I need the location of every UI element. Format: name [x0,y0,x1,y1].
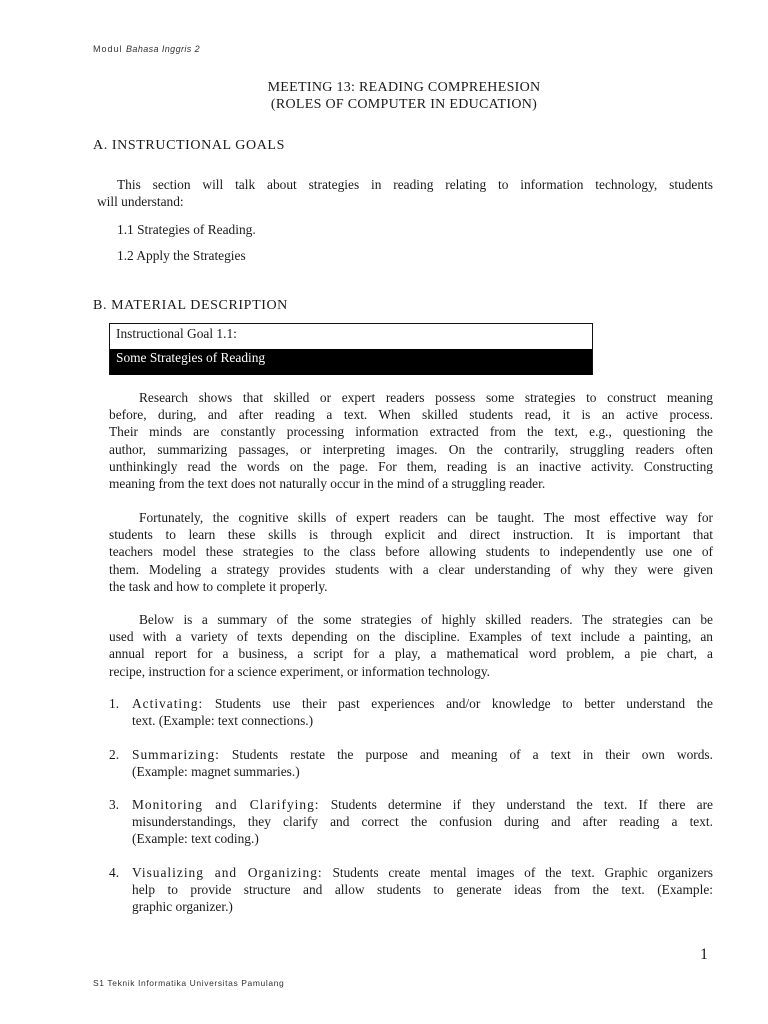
instructional-goal-box [109,323,593,375]
header-title: Bahasa Inggris 2 [126,44,200,54]
goal-box-title-bar [110,349,592,375]
running-header [93,44,200,54]
paragraph-line: unthinkingly read the words on the page. For them, reading is an inactive activity. Constructing [109,458,713,474]
strategy-line: Students use their past experiences and/or knowledge to better understand the [214,696,713,711]
strategy-number: 3. [109,797,120,812]
goal-box-title: Some Strategies of Reading [116,350,266,365]
strategy-line: Students determine if they understand the text. If there are [330,797,713,812]
paragraph-line: the task and how to complete it properly. [109,578,328,594]
intro-line: will understand: [97,194,184,209]
strategy-line: Students restate the purpose and meaning of a text in their own words. [231,747,713,762]
paragraph-line: annual report for a business, a script for a play, a mathematical word problem, a pie chart, a [109,646,713,662]
paragraph-line: students to learn these skills is through explicit and direct instruction. It is important that [109,527,713,543]
section-b-heading: B. MATERIAL DESCRIPTION [93,298,288,313]
goal-box-label: Instructional Goal 1.1: [116,326,237,341]
paragraph-line: recipe, instruction for a science experiment, or information technology. [109,663,490,679]
strategy-term: Summarizing: [132,747,220,762]
strategy-number: 4. [109,865,120,880]
paragraph-line: Their minds are constantly processing information extracted from the text, e.g., questioning the [109,424,713,440]
strategy-line: text. (Example: text connections.) [132,713,314,729]
meeting-title: MEETING 13: READING COMPREHESION [267,80,541,95]
strategy-term: Monitoring and Clarifying: [132,797,320,812]
section-a-heading: A. INSTRUCTIONAL GOALS [93,138,285,153]
running-footer: S1 Teknik Informatika Universitas Pamulang [93,978,285,988]
paragraph-line: Below is a summary of the some strategies of highly skilled readers. The strategies can be [139,612,713,627]
page-number: 1 [700,946,708,963]
strategy-line: (Example: text coding.) [132,831,259,847]
paragraph-line: them. Modeling a strategy provides students with a clear understanding of why they were given [109,561,713,577]
strategy-term: Activating: [132,696,204,711]
paragraph-line: Research shows that skilled or expert readers possess some strategies to construct meaning [139,390,713,405]
goal-item: 1.1 Strategies of Reading. [117,222,256,237]
goal-item: 1.2 Apply the Strategies [117,248,246,263]
strategy-line: Students create mental images of the text. Graphic organizers [332,865,713,880]
strategy-line: help to provide structure and allow students to generate ideas from the text. (Example: [132,882,713,898]
paragraph-summary [109,611,713,680]
paragraph-line: before, during, and after reading a text. When skilled students read, it is an active process. [109,407,713,423]
paragraph-line: author, summarizing passages, or interpreting images. On the contrarily, struggling readers often [109,441,713,457]
header-prefix: Modul [93,44,123,54]
paragraph-research [109,389,713,492]
paragraph-fortunately [109,509,713,595]
strategy-number: 2. [109,747,120,762]
intro-paragraph [97,176,713,210]
strategy-line: misunderstandings, they clarify and correct the confusion during and after reading a text. [132,814,713,830]
intro-line: This section will talk about strategies in reading relating to information technology, students [117,177,713,192]
strategy-line: graphic organizer.) [132,899,233,915]
paragraph-line: meaning from the text does not naturally occur in the mind of a struggling reader. [109,476,546,492]
strategy-term: Visualizing and Organizing: [132,865,323,880]
strategy-number: 1. [109,696,120,711]
paragraph-line: teachers model these strategies to the class before allowing students to independently use one of [109,544,713,560]
strategy-line: (Example: magnet summaries.) [132,764,300,780]
paragraph-line: used with a variety of texts depending on the discipline. Examples of text include a painting, an [109,629,713,645]
meeting-subtitle: (ROLES OF COMPUTER IN EDUCATION) [270,97,538,112]
paragraph-line: Fortunately, the cognitive skills of expert readers can be taught. The most effective way for [139,510,713,525]
